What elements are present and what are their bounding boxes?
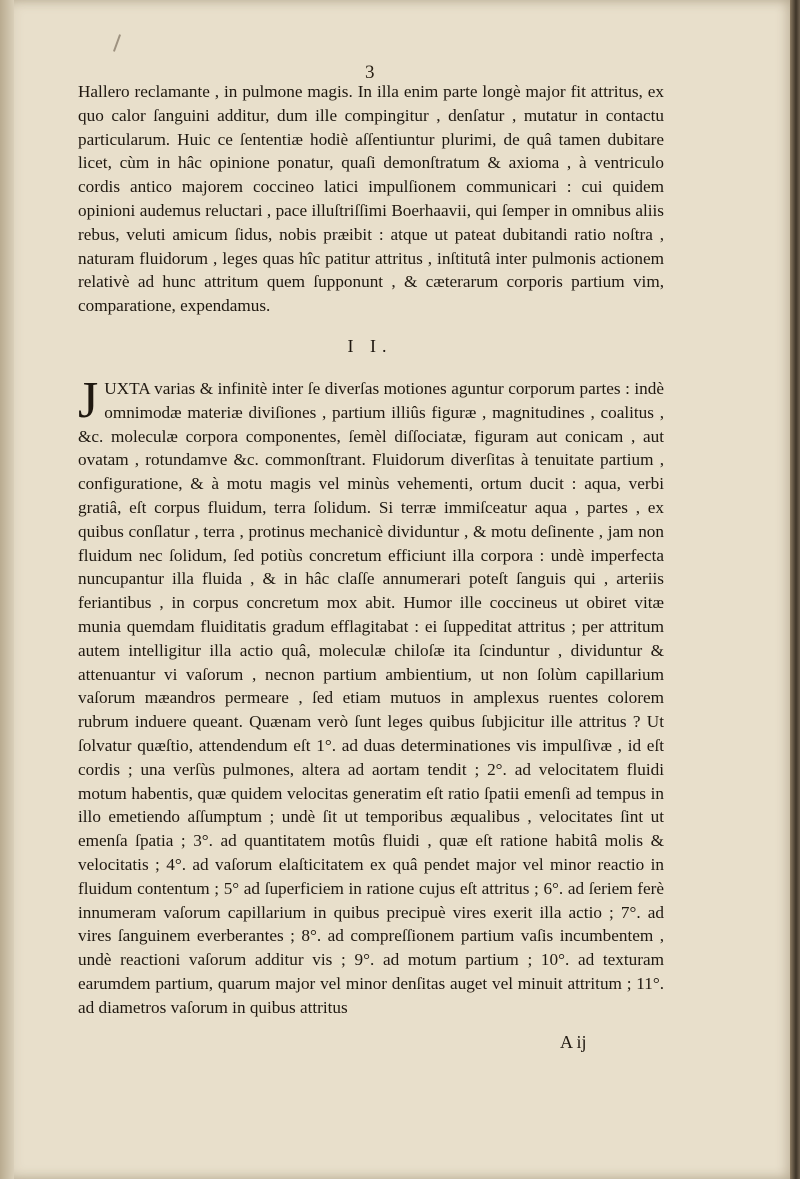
signature-mark: A ij	[560, 1032, 587, 1052]
book-edge	[790, 0, 800, 1179]
page-gutter-shadow	[0, 0, 14, 1179]
paragraph-1: Hallero reclamante , in pulmone magis. In illa enim parte longè major fit attritus, ex quo calor ſanguini additur, dum ille compingitur , denſatur , mutatur in contactu particularum. Huic ce ſententiæ hodiè aſſentiuntur plurimi, de quâ tamen dubitare licet, cùm in hâc opinione ponatur, quaſi demonſtratum & axioma , à ventriculo cordis antico majorem coccineo latici impulſionem communicari : cui quidem opinioni audemus reluctari , pace illuſtriſſimi Boerhaavii, qui ſemper in omnibus aliis rebus, veluti amicum ſidus, nobis præibit : atque ut pateat dubitandi ratio noſtra , naturam fluidorum , leges quas hîc patitur attritus , inſtitutâ inter pulmonis actionem relativè ad hunc attritum quem ſupponunt , & cæterarum corporis partium vim, comparatione, expendamus.	[78, 82, 664, 316]
page-number: 3	[365, 62, 375, 83]
paragraph-2-text: UXTA varias & infinitè inter ſe diverſas motiones aguntur corporum partes : indè omnimodæ materiæ diviſiones , partium illiûs figuræ , magnitudines , coalitus , &c. moleculæ corpora componentes, ſemèl diſſociatæ, figuram aut conicam , aut ovatam , rotundamve &c. commonſtrant. Fluidorum diverſitas à tenuitate partium , configuratione, & à motu magis vel minùs vehementi, ortum ducit : aqua, verbi gratiâ, eſt corpus fluidum, terra ſolidum. Si terræ immiſceatur aqua , partes , ex quibus conſlatur , terra , protinus mechanicè dividuntur , & motu deſinente , jam non fluidum nec ſolidum, ſed potiùs concretum efficiunt illa corpora : undè imperfecta nuncupantur illa fluida , & in hâc claſſe annumerari poteſt ſanguis qui , arteriis feriantibus , in corpus concretum mox abit. Humor ille coccineus ut obiret vitæ munia quemdam fluiditatis gradum efflagitabat : ei ſuppeditat attritus ; per attritum autem intelligitur illa actio quâ, moleculæ chiloſæ ita ſcinduntur , dividuntur & attenuantur vi vaſorum , necnon partium ambientium, ut non ſolùm capillarium vaſorum mæandros permeare , ſed etiam mutuos in amplexus ruentes colorem rubrum induere queant. Quænam verò ſunt leges quibus ſubjicitur ille attritus ? Ut ſolvatur quæſtio, attendendum eſt 1°. ad duas determinationes vis impulſivæ , id eſt cordis ; una verſùs pulmones, altera ad aortam tendit ; 2°. ad velocitatem fluidi motum habentis, quæ quidem velocitas generatim eſt ratio ſpatii emenſi ad tempus in illo emetiendo aſſumptum ; undè ſit ut temporibus æqualibus , velocitates ſint ut emenſa ſpatia ; 3°. ad quantitatem motûs fluidi , quæ eſt ratione habitâ molis & velocitatis ; 4°. ad vaſorum elaſticitatem ex quâ pendet major vel minor reactio in fluidum contentum ; 5° ad ſuperficiem in ratione cujus eſt attritus ; 6°. ad ſeriem ferè innumeram vaſorum capillarium in quibus precipuè vires exerit illa actio ; 7°. ad vires ſanguinem everberantes ; 8°. ad compreſſionem partium vaſis incumbentem , undè reactioni vaſorum additur vis ; 9°. ad motum partium ; 10°. ad texturam earumdem partium, quarum major vel minor denſitas auget vel minuit attritum ; 11°. ad diametros vaſorum in quibus attritus	[78, 379, 664, 1017]
pencil-mark	[113, 34, 121, 52]
section-heading: I I.	[347, 336, 393, 356]
drop-cap: J	[78, 372, 99, 429]
paragraph-2	[78, 372, 664, 1020]
